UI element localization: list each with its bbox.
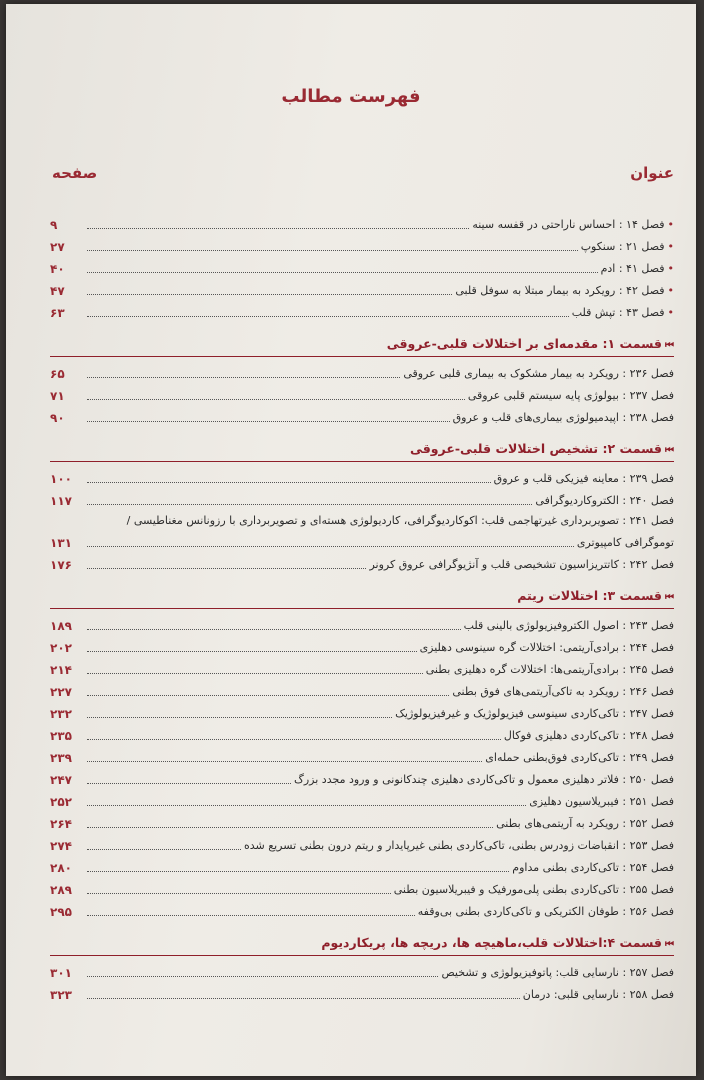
page-number: ۶۵: [50, 367, 65, 381]
dot-leader: [87, 629, 461, 630]
page-number: ۲۳۵: [50, 729, 72, 743]
entry-label: فصل ۲۵۲ : رویکرد به آریتمی‌های بطنی: [496, 817, 674, 830]
section-rule: [50, 955, 674, 956]
entry-label: فصل ۲۵۴ : تاکی‌کاردی بطنی مداوم: [512, 861, 674, 874]
toc-entry: [50, 958, 674, 980]
toc-entry: [50, 677, 674, 699]
toc-entry: [50, 765, 674, 787]
entry-title: [529, 795, 674, 809]
table-of-contents: [50, 210, 674, 1002]
dot-leader: [87, 695, 449, 696]
toc-entry: [50, 464, 674, 486]
dot-leader: [87, 761, 482, 762]
toc-entry: [50, 831, 674, 853]
entry-label: فصل ۲۴۶ : رویکرد به تاکی‌آریتمی‌های فوق بطنی: [452, 685, 674, 698]
toc-entry: [50, 254, 674, 276]
entry-title: [426, 663, 674, 677]
section-title-text: قسمت ۳: اختلالات ریتم: [517, 588, 662, 603]
dot-leader: [87, 399, 465, 400]
toc-entry: [50, 721, 674, 743]
toc-entry: [50, 633, 674, 655]
dot-leader: [87, 717, 392, 718]
toc-entry: [50, 980, 674, 1002]
dot-leader: [87, 250, 578, 251]
page-number: ۳۲۳: [50, 988, 72, 1002]
entry-label: فصل ۲۴۸ : تاکی‌کاردی دهلیزی فوکال: [503, 729, 674, 742]
section-title-text: قسمت ۴:اختلالات قلب،ماهیچه ها، دریچه ها، پریکاردیوم: [321, 935, 662, 950]
entry-title: [472, 218, 674, 232]
page-number: ۲۷۴: [50, 839, 72, 853]
toc-entry: [50, 699, 674, 721]
section-heading: [50, 334, 674, 354]
entry-title: [535, 494, 674, 508]
double-arrow-icon: ⏮: [665, 592, 674, 603]
toc-entry: [50, 853, 674, 875]
entry-label: فصل ۲۵۳ : انقباضات زودرس بطنی، تاکی‌کاردی بطنی غیرپایدار و ریتم درون بطنی تسریع شده: [244, 839, 674, 852]
entry-label: فصل ۲۵۵ : تاکی‌کاردی بطنی پلی‌مورفیک و فیبریلاسیون بطنی: [393, 883, 674, 896]
dot-leader: [87, 316, 569, 317]
section-rule: [50, 356, 674, 357]
section-heading: [50, 933, 674, 953]
bullet-icon: •: [667, 306, 674, 319]
entry-label: فصل ۲۳۸ : اپیدمیولوژی بیماری‌های قلب و عروق: [452, 411, 674, 424]
entry-title: [394, 883, 674, 897]
entry-label: فصل ۲۳۹ : معاینه فیزیکی قلب و عروق: [493, 472, 674, 485]
dot-leader: [87, 272, 598, 273]
entry-label: فصل ۲۴۱ : تصویربرداری غیرتهاجمی قلب: اکوکاردیوگرافی، کاردیولوژی هسته‌ای و تصویربرداری با رزونانس مغناطیسی /: [126, 514, 674, 527]
entry-title: [496, 817, 674, 831]
page-number: ۴۰: [50, 262, 65, 276]
page-number: ۲۳۹: [50, 751, 72, 765]
entry-label: فصل ۲۴۳ : اصول الکتروفیزیولوژی بالینی قلب: [463, 619, 674, 632]
entry-title: [494, 472, 674, 486]
entry-label: فصل ۲۵۰ : فلاتر دهلیزی معمول و تاکی‌کاردی دهلیزی چندکانونی و ورود مجدد بزرگ: [294, 773, 674, 786]
entry-label: فصل ۴۲ : رویکرد به بیمار مبتلا به سوفل قلبی: [455, 284, 665, 297]
page-number: ۲۹۵: [50, 905, 72, 919]
page-number: ۲۰۲: [50, 641, 72, 655]
page-number: ۲۳۲: [50, 707, 72, 721]
page-number: ۲۸۰: [50, 861, 72, 875]
entry-label: فصل ۲۳۷ : بیولوژی پایه سیستم قلبی عروقی: [467, 389, 674, 402]
entry-title: [581, 240, 674, 254]
dot-leader: [87, 504, 532, 505]
entry-label: فصل ۲۵۸ : نارسایی قلبی: درمان: [522, 988, 674, 1001]
entry-title: [523, 988, 674, 1002]
toc-entry: [50, 276, 674, 298]
entry-title: [420, 641, 674, 655]
entry-title: [601, 262, 674, 276]
entry-label: فصل ۲۴۰ : الکتروکاردیوگرافی: [535, 494, 674, 507]
page-number: ۱۱۷: [50, 494, 72, 508]
dot-leader: [87, 546, 574, 547]
entry-title: [244, 839, 674, 853]
toc-entry: [50, 655, 674, 677]
dot-leader: [87, 739, 501, 740]
page-title: فهرست مطالب: [281, 86, 421, 107]
entry-title: [468, 389, 674, 403]
toc-entry: [50, 486, 674, 508]
dot-leader: [87, 673, 423, 674]
page-number: ۱۸۹: [50, 619, 72, 633]
page-number: ۶۳: [50, 306, 65, 320]
entry-label: فصل ۱۴ : احساس ناراحتی در قفسه سینه: [472, 218, 665, 231]
entry-title: [455, 284, 674, 298]
section-heading: [50, 586, 674, 606]
page-number: ۲۴۷: [50, 773, 72, 787]
double-arrow-icon: ⏮: [665, 939, 674, 950]
entry-title: [453, 411, 674, 425]
section-rule: [50, 461, 674, 462]
toc-entry: [50, 403, 674, 425]
toc-entry: [50, 809, 674, 831]
dot-leader: [87, 228, 469, 229]
entry-title: [512, 861, 674, 875]
dot-leader: [87, 998, 520, 999]
entry-label: فصل ۲۳۶ : رویکرد به بیمار مشکوک به بیماری قلبی عروقی: [403, 367, 674, 380]
dot-leader: [87, 651, 417, 652]
page-column-heading: صفحه: [52, 164, 98, 182]
toc-entry: [50, 298, 674, 320]
page-number: ۱۳۱: [50, 536, 72, 550]
toc-entry: [50, 875, 674, 897]
toc-entry: [50, 550, 674, 572]
page-number: ۱۰۰: [50, 472, 72, 486]
page-number: ۷۱: [50, 389, 65, 403]
toc-entry: [50, 743, 674, 765]
toc-entry: [50, 210, 674, 232]
entry-title: [485, 751, 674, 765]
dot-leader: [87, 976, 438, 977]
dot-leader: [87, 805, 526, 806]
entry-label: فصل ۲۴۹ : تاکی‌کاردی فوق‌بطنی حمله‌ای: [485, 751, 674, 764]
dot-leader: [87, 893, 391, 894]
page-number: ۴۷: [50, 284, 65, 298]
entry-label: فصل ۲۵۶ : طوفان الکتریکی و تاکی‌کاردی بطنی بی‌وقفه: [417, 905, 674, 918]
dot-leader: [87, 294, 452, 295]
toc-entry: [50, 359, 674, 381]
page-number: ۹: [50, 218, 58, 232]
toc-entry: [50, 787, 674, 809]
entry-label: فصل ۲۴۷ : تاکی‌کاردی سینوسی فیزیولوژیک و غیرفیزیولوژیک: [395, 707, 674, 720]
double-arrow-icon: ⏮: [665, 445, 674, 456]
entry-title: [504, 729, 674, 743]
section-title-text: قسمت ۲: تشخیص اختلالات قلبی-عروقی: [409, 441, 662, 456]
bullet-icon: •: [667, 240, 674, 253]
toc-entry: [50, 897, 674, 919]
dot-leader: [87, 377, 400, 378]
entry-label: فصل ۲۴۴ : برادی‌آریتمی: اختلالات گره سینوسی دهلیزی: [419, 641, 674, 654]
entry-label: فصل ۲۱ : سنکوپ: [580, 240, 665, 253]
page-number: ۲۸۹: [50, 883, 72, 897]
entry-title: [464, 619, 674, 633]
dot-leader: [87, 849, 241, 850]
entry-title: [441, 966, 674, 980]
book-page: [6, 4, 696, 1076]
entry-label: فصل ۴۱ : ادم: [600, 262, 665, 275]
page-number: ۱۷۶: [50, 558, 72, 572]
entry-title: [418, 905, 674, 919]
toc-entry: [50, 611, 674, 633]
page-number: ۲۵۲: [50, 795, 72, 809]
section-title-text: قسمت ۱: مقدمه‌ای بر اختلالات قلبی-عروقی: [386, 336, 662, 351]
entry-title: [452, 685, 674, 699]
page-number: ۲۶۴: [50, 817, 72, 831]
entry-title: [403, 367, 674, 381]
entry-label: فصل ۲۴۲ : کاتتریزاسیون تشخیصی قلب و آنژیوگرافی عروق کرونر: [369, 558, 674, 571]
dot-leader: [87, 482, 491, 483]
entry-label: فصل ۴۳ : تپش قلب: [571, 306, 665, 319]
toc-entry-first-line: [50, 508, 674, 528]
dot-leader: [87, 915, 415, 916]
entry-title: [572, 306, 674, 320]
entry-title: [577, 536, 674, 550]
section-rule: [50, 608, 674, 609]
toc-entry: [50, 528, 674, 550]
bullet-icon: •: [667, 262, 674, 275]
entry-label: فصل ۲۵۱ : فیبریلاسیون دهلیزی: [529, 795, 674, 808]
entry-title: [369, 558, 674, 572]
dot-leader: [87, 783, 291, 784]
page-number: ۲۲۷: [50, 685, 72, 699]
bullet-icon: •: [667, 218, 674, 231]
dot-leader: [87, 871, 509, 872]
title-column-heading: عنوان: [630, 164, 674, 182]
entry-label: فصل ۲۵۷ : نارسایی قلب: پاتوفیزیولوژی و تشخیص: [441, 966, 674, 979]
page-number: ۹۰: [50, 411, 65, 425]
dot-leader: [87, 568, 366, 569]
page-number: ۲۷: [50, 240, 65, 254]
toc-entry: [50, 232, 674, 254]
entry-title: [395, 707, 674, 721]
page-number: ۲۱۴: [50, 663, 72, 677]
section-heading: [50, 439, 674, 459]
double-arrow-icon: ⏮: [665, 340, 674, 351]
page-number: ۳۰۱: [50, 966, 72, 980]
dot-leader: [87, 421, 450, 422]
toc-entry: [50, 381, 674, 403]
entry-label: توموگرافی کامپیوتری: [576, 536, 674, 549]
entry-title: [294, 773, 674, 787]
bullet-icon: •: [667, 284, 674, 297]
entry-label: فصل ۲۴۵ : برادی‌آریتمی‌ها: اختلالات گره دهلیزی بطنی: [425, 663, 674, 676]
dot-leader: [87, 827, 493, 828]
